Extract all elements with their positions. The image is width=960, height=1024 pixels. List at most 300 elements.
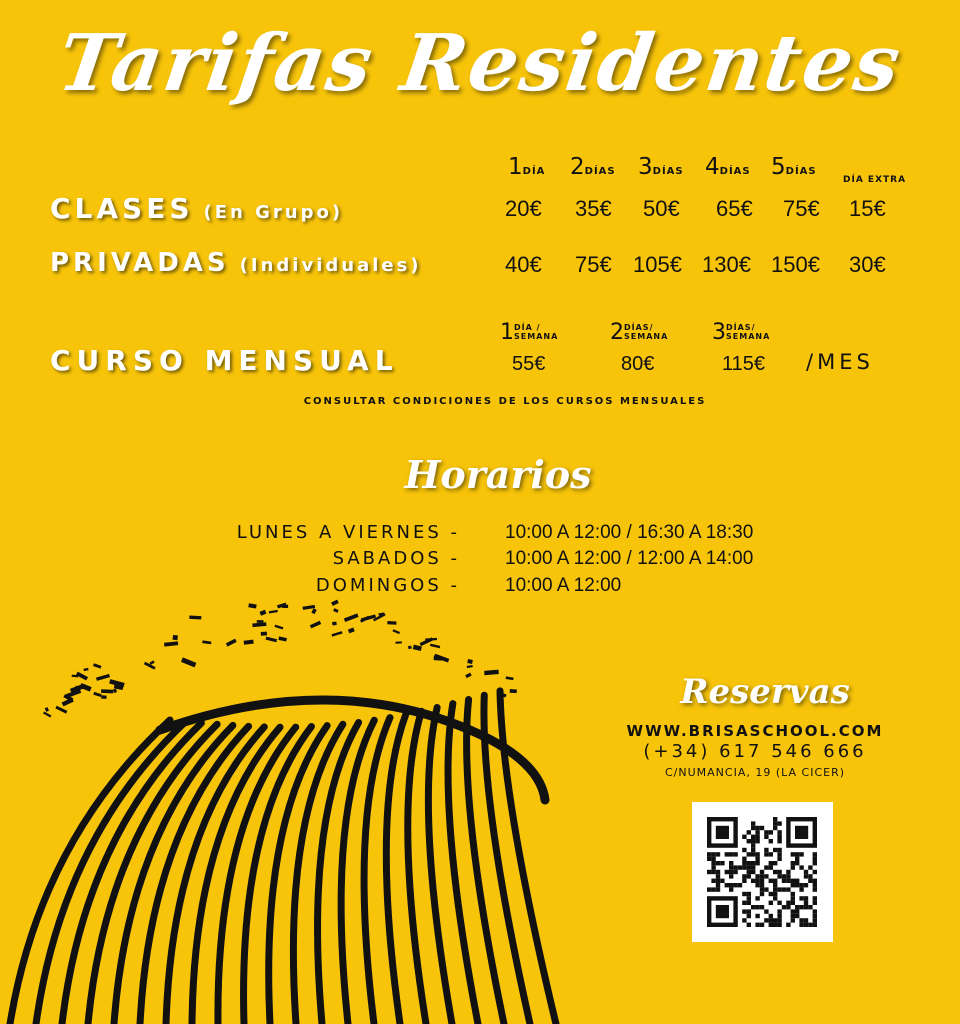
qr-module [791,918,795,922]
qr-module [813,883,817,887]
qr-module [769,839,773,843]
qr-module [716,874,720,878]
qr-module [729,852,733,856]
monthly-conditions-note: CONSULTAR CONDICIONES DE LOS CURSOS MENSUALES [303,396,707,407]
qr-module [791,852,795,856]
spray-fleck [434,655,442,660]
spray-fleck [181,657,196,667]
qr-module [733,852,737,856]
day-header-5: 5DÍAS [771,154,817,180]
qr-module [791,861,795,865]
schedule-weekdays-label: LUNES A VIERNES - [236,522,460,543]
price-clases-1: 20€ [505,196,542,221]
wave-stroke [500,691,556,1024]
qr-module [813,909,817,913]
qr-module [764,835,768,839]
qr-module [711,887,715,891]
qr-module [773,879,777,883]
spray-fleck [252,622,266,627]
qr-module [786,923,790,927]
price-monthly-2: 80€ [621,353,655,375]
qr-module [711,857,715,861]
spray-fleck [333,608,339,613]
spray-fleck [101,695,106,699]
qr-module [733,883,737,887]
qr-module [725,883,729,887]
qr-module [804,870,808,874]
qr-module [786,874,790,878]
qr-module [742,848,746,852]
qr-module [777,839,781,843]
qr-module [795,909,799,913]
schedule-saturday-label: SABADOS - [332,548,460,569]
qr-module [769,901,773,905]
spray-fleck [467,665,473,668]
qr-module [813,923,817,927]
qr-module [808,923,812,927]
qr-module [777,830,781,834]
qr-module [742,892,746,896]
qr-module [791,914,795,918]
price-privadas-5: 150€ [771,252,820,277]
qr-module [777,852,781,856]
qr-module [760,883,764,887]
spray-fleck [261,632,267,636]
monthly-course-label: CURSO MENSUAL [50,344,399,377]
qr-module [804,896,808,900]
qr-module [795,852,799,856]
price-clases-3: 50€ [643,196,680,221]
qr-module [751,826,755,830]
spray-fleck [149,660,154,664]
qr-module [747,874,751,878]
qr-module [755,830,759,834]
qr-module [711,852,715,856]
qr-module [764,909,768,913]
spray-fleck [173,635,178,640]
price-monthly-3: 115€ [722,353,766,375]
qr-module [751,852,755,856]
qr-module [742,901,746,905]
spray-fleck [84,668,89,671]
qr-module [813,879,817,883]
qr-module [769,865,773,869]
qr-module [751,848,755,852]
spray-fleck [202,640,211,644]
qr-module [777,914,781,918]
qr-module [773,896,777,900]
qr-module [747,901,751,905]
qr-module [804,918,808,922]
qr-module [773,870,777,874]
qr-module [799,852,803,856]
qr-module [755,861,759,865]
spray-fleck [80,683,92,692]
spray-fleck [311,608,316,614]
wave-illustration [0,580,580,1024]
price-privadas-2: 75€ [575,252,612,277]
qr-module [813,914,817,918]
qr-module [716,870,720,874]
spray-fleck [93,692,101,697]
qr-module [751,879,755,883]
qr-module [755,835,759,839]
qr-module [755,879,759,883]
qr-module [777,874,781,878]
qr-module [773,861,777,865]
qr-module [808,874,812,878]
horarios-title: Horarios [404,452,592,497]
qr-module [733,870,737,874]
spray-fleck [332,631,343,636]
qr-module [777,848,781,852]
qr-finder [795,826,808,839]
qr-module [786,887,790,891]
qr-module [742,861,746,865]
qr-module [760,892,764,896]
qr-module [804,883,808,887]
qr-module [738,865,742,869]
qr-module [786,905,790,909]
qr-module [742,918,746,922]
qr-module [795,861,799,865]
qr-module [769,830,773,834]
qr-finder [716,905,729,918]
qr-module [791,909,795,913]
spray-fleck [248,603,256,608]
qr-module [711,879,715,883]
price-clases-extra: 15€ [849,196,886,221]
qr-module [711,865,715,869]
qr-module [751,865,755,869]
qr-module [804,874,808,878]
qr-module [813,918,817,922]
qr-module [747,914,751,918]
spray-fleck [387,621,396,625]
schedule-saturday-time: 10:00 A 12:00 / 12:00 A 14:00 [505,548,754,569]
qr-module [760,826,764,830]
qr-module [760,887,764,891]
qr-module [716,852,720,856]
qr-module [782,887,786,891]
qr-module [747,861,751,865]
price-monthly-1: 55€ [512,353,546,375]
spray-fleck [413,645,422,651]
qr-module [791,892,795,896]
qr-module [742,879,746,883]
qr-module [777,918,781,922]
monthly-header-3: 3DÍAS/ SEMANA [712,320,771,345]
spray-fleck [43,712,51,718]
per-month-label: /MES [806,350,874,374]
qr-module [799,918,803,922]
day-header-3: 3DÍAS [638,154,684,180]
qr-module [782,874,786,878]
qr-module [813,887,817,891]
qr-module [791,901,795,905]
qr-module [716,887,720,891]
qr-module [747,909,751,913]
qr-module [751,905,755,909]
qr-module [773,918,777,922]
qr-module [755,852,759,856]
qr-module [773,826,777,830]
qr-module [777,857,781,861]
qr-module [804,901,808,905]
qr-module [760,923,764,927]
qr-module [707,852,711,856]
qr-module [808,905,812,909]
qr-module [769,918,773,922]
qr-module [782,879,786,883]
qr-module [813,852,817,856]
spray-fleck [467,659,473,664]
qr-module [760,905,764,909]
qr-module [773,848,777,852]
qr-module [804,905,808,909]
spray-fleck [465,673,472,679]
qr-module [742,874,746,878]
qr-module [786,870,790,874]
spray-fleck [266,637,278,643]
page-title: Tarifas Residentes [52,18,908,109]
qr-module [747,852,751,856]
qr-module [795,883,799,887]
qr-module [742,865,746,869]
qr-code-icon [692,802,833,942]
phone-number[interactable]: (+34) 617 546 666 [643,741,867,762]
clases-title: CLASES [50,192,194,225]
schedule-sunday-label: DOMINGOS - [315,575,460,596]
spray-fleck [484,670,499,676]
qr-module [799,865,803,869]
spray-fleck [506,676,514,680]
qr-module [755,826,759,830]
qr-module [755,914,759,918]
website-link[interactable]: WWW.BRISASCHOOL.COM [626,722,884,740]
qr-module [777,909,781,913]
schedule-sunday-time: 10:00 A 12:00 [505,575,622,596]
qr-module [707,870,711,874]
qr-module [716,861,720,865]
spray-fleck [101,689,113,693]
qr-module [795,905,799,909]
spray-fleck [395,641,401,643]
qr-module [813,857,817,861]
qr-module [795,857,799,861]
qr-module [751,861,755,865]
spray-fleck [278,636,287,641]
privadas-title: PRIVADAS [50,248,230,278]
qr-module [813,896,817,900]
qr-module [777,901,781,905]
qr-module [769,852,773,856]
price-clases-4: 65€ [716,196,753,221]
privadas-label [50,248,422,278]
spray-fleck [274,625,283,630]
clases-subtitle: (En Grupo) [203,202,344,223]
qr-module [791,865,795,869]
qr-module [777,887,781,891]
day-header-extra: DÍA EXTRA [843,175,907,185]
spray-fleck [425,638,437,641]
qr-module [791,883,795,887]
price-clases-5: 75€ [783,196,820,221]
spray-fleck [45,707,49,712]
qr-module [716,879,720,883]
wave-stroke [408,711,426,1024]
qr-module [777,870,781,874]
spray-fleck [510,689,517,693]
qr-module [769,923,773,927]
qr-module [751,870,755,874]
spray-fleck [244,640,254,645]
qr-module [725,852,729,856]
spray-fleck [269,610,278,614]
price-privadas-1: 40€ [505,252,542,277]
schedule-weekdays-time: 10:00 A 12:00 / 16:30 A 18:30 [505,522,754,543]
qr-module [751,835,755,839]
qr-module [755,896,759,900]
qr-module [786,901,790,905]
monthly-header-2: 2DÍAS/ SEMANA [610,320,669,345]
qr-module [751,821,755,825]
qr-module [751,839,755,843]
qr-module [707,887,711,891]
qr-module [777,835,781,839]
spray-fleck [331,600,339,606]
qr-module [799,896,803,900]
qr-module [729,874,733,878]
wave-stroke [386,715,405,1024]
qr-module [733,865,737,869]
qr-module [799,905,803,909]
qr-module [747,865,751,869]
qr-module [747,892,751,896]
price-clases-2: 35€ [575,196,612,221]
qr-module [755,923,759,927]
day-header-2: 2DÍAS [570,154,616,180]
spray-fleck [96,674,110,681]
qr-module [764,887,768,891]
qr-module [755,839,759,843]
qr-module [786,879,790,883]
day-header-1: 1DÍA [508,154,546,180]
qr-module [777,923,781,927]
qr-module [720,861,724,865]
qr-module [799,923,803,927]
qr-module [755,905,759,909]
qr-module [795,914,799,918]
qr-module [769,879,773,883]
qr-module [764,848,768,852]
qr-module [742,857,746,861]
spray-fleck [430,644,440,649]
qr-module [808,865,812,869]
qr-module [755,883,759,887]
qr-module [773,883,777,887]
qr-module [808,879,812,883]
qr-module [764,918,768,922]
qr-module [773,817,777,821]
qr-module [791,879,795,883]
qr-module [729,865,733,869]
reservas-title: Reservas [680,672,850,712]
qr-module [777,821,781,825]
qr-module [729,861,733,865]
qr-module [747,896,751,900]
qr-module [795,879,799,883]
qr-module [755,857,759,861]
qr-module [729,887,733,891]
qr-module [720,879,724,883]
qr-module [773,923,777,927]
spray-fleck [164,641,178,646]
spray-fleck [348,628,355,634]
address: C/NUMANCIA, 19 (LA CICER) [664,766,846,779]
qr-module [747,870,751,874]
spray-fleck [257,620,264,623]
privadas-subtitle: (Individuales) [239,255,422,276]
price-privadas-3: 105€ [633,252,682,277]
qr-module [747,830,751,834]
qr-module [751,843,755,847]
spray-fleck [310,621,321,629]
qr-module [769,914,773,918]
spray-fleck [226,639,237,647]
price-privadas-extra: 30€ [849,252,886,277]
qr-module [711,870,715,874]
qr-module [773,892,777,896]
qr-module [742,835,746,839]
qr-module [782,905,786,909]
qr-module [707,857,711,861]
qr-module [747,923,751,927]
spray-fleck [408,646,412,649]
qr-module [716,883,720,887]
qr-module [799,887,803,891]
qr-module [760,870,764,874]
qr-module [764,865,768,869]
spray-fleck [392,629,400,634]
qr-module [711,861,715,865]
spray-fleck [93,663,102,668]
qr-module [813,870,817,874]
qr-module [773,821,777,825]
qr-module [764,852,768,856]
qr-module [725,870,729,874]
qr-finder [716,826,729,839]
clases-label [50,192,343,225]
qr-module [729,883,733,887]
qr-module [791,896,795,900]
day-header-4: 4DÍAS [705,154,751,180]
qr-code[interactable] [692,802,833,942]
qr-module [747,839,751,843]
qr-module [813,861,817,865]
monthly-header-1: 1DÍA / SEMANA [500,320,559,345]
spray-fleck [332,622,337,626]
qr-module [813,901,817,905]
qr-module [742,909,746,913]
spray-fleck [113,689,117,693]
qr-module [769,861,773,865]
qr-module [760,874,764,878]
qr-module [804,923,808,927]
qr-module [760,879,764,883]
qr-module [755,874,759,878]
qr-module [729,870,733,874]
